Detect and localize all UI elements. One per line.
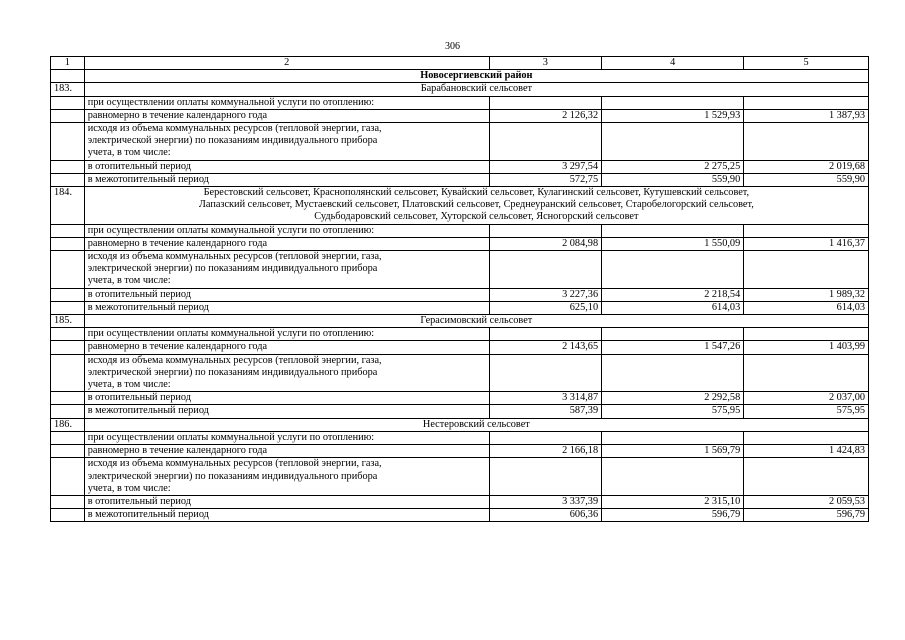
empty-cell (51, 354, 85, 392)
empty-cell (602, 224, 744, 237)
table-row (51, 123, 869, 161)
value-cell: 3 337,39 (489, 495, 601, 508)
evenly-label: равномерно в течение календарного года (84, 445, 489, 458)
empty-cell (51, 123, 85, 161)
settlement-row (51, 418, 869, 431)
settlement-name-line: Судьбодаровский сельсовет, Хуторской сельсовет, Ясногорский сельсовет (314, 211, 639, 223)
heating-period-label: в отопительный период (84, 495, 489, 508)
empty-cell (51, 96, 85, 109)
heating-payment-label: при осуществлении оплаты коммунальной услуги по отоплению: (84, 328, 489, 341)
value-cell: 1 387,93 (744, 109, 869, 122)
meter-label (84, 123, 489, 161)
value-cell: 587,39 (489, 405, 601, 418)
district-row (51, 70, 869, 83)
table-row (51, 224, 869, 237)
value-cell: 1 424,83 (744, 445, 869, 458)
value-cell: 1 550,09 (602, 237, 744, 250)
empty-cell (51, 288, 85, 301)
table-row (51, 237, 869, 250)
value-cell: 2 126,32 (489, 109, 601, 122)
empty-cell (602, 431, 744, 444)
district-number-cell (51, 70, 85, 83)
meter-label-line: учета, в том числе: (87, 147, 171, 159)
meter-label-line: учета, в том числе: (87, 379, 171, 391)
empty-cell (489, 224, 601, 237)
column-number: 3 (489, 57, 601, 70)
empty-cell (744, 96, 869, 109)
empty-cell (744, 328, 869, 341)
meter-label-line: электрической энергии) по показаниям индивидуального прибора (87, 263, 378, 275)
value-cell: 2 037,00 (744, 392, 869, 405)
value-cell: 572,75 (489, 173, 601, 186)
settlement-names (84, 187, 868, 225)
value-cell: 575,95 (602, 405, 744, 418)
value-cell: 2 292,58 (602, 392, 744, 405)
heating-payment-label: при осуществлении оплаты коммунальной услуги по отоплению: (84, 224, 489, 237)
empty-cell (51, 237, 85, 250)
empty-cell (51, 160, 85, 173)
heating-period-label: в отопительный период (84, 160, 489, 173)
value-cell: 2 059,53 (744, 495, 869, 508)
empty-cell (744, 123, 869, 161)
empty-cell (744, 431, 869, 444)
empty-cell (51, 458, 85, 496)
empty-cell (744, 251, 869, 289)
value-cell: 625,10 (489, 301, 601, 314)
empty-cell (51, 301, 85, 314)
value-cell: 1 416,37 (744, 237, 869, 250)
heating-payment-label: при осуществлении оплаты коммунальной услуги по отоплению: (84, 431, 489, 444)
section-number: 185. (51, 315, 85, 328)
meter-label-line: учета, в том числе: (87, 482, 171, 494)
empty-cell (602, 251, 744, 289)
interheating-period-label: в межотопительный период (84, 173, 489, 186)
value-cell: 3 297,54 (489, 160, 601, 173)
value-cell: 559,90 (602, 173, 744, 186)
table-row (51, 251, 869, 289)
empty-cell (51, 445, 85, 458)
table-row (51, 509, 869, 522)
table-row (51, 96, 869, 109)
value-cell: 559,90 (744, 173, 869, 186)
value-cell: 606,36 (489, 509, 601, 522)
empty-cell (51, 341, 85, 354)
meter-label (84, 458, 489, 496)
empty-cell (51, 495, 85, 508)
column-number: 4 (602, 57, 744, 70)
empty-cell (489, 328, 601, 341)
empty-cell (489, 96, 601, 109)
column-number-row (51, 57, 869, 70)
settlement-name-line: Нестеровский сельсовет (422, 418, 530, 430)
value-cell: 2 143,65 (489, 341, 601, 354)
table-row (51, 458, 869, 496)
empty-cell (744, 224, 869, 237)
settlement-name-line: Барабановский сельсовет (420, 83, 533, 95)
empty-cell (51, 509, 85, 522)
district-name: Новосергиевский район (84, 70, 868, 83)
heating-period-label: в отопительный период (84, 392, 489, 405)
value-cell: 1 529,93 (602, 109, 744, 122)
value-cell: 1 569,79 (602, 445, 744, 458)
empty-cell (744, 458, 869, 496)
value-cell: 575,95 (744, 405, 869, 418)
table-row (51, 392, 869, 405)
column-number: 1 (51, 57, 85, 70)
value-cell: 2 275,25 (602, 160, 744, 173)
evenly-label: равномерно в течение календарного года (84, 237, 489, 250)
empty-cell (489, 458, 601, 496)
empty-cell (489, 251, 601, 289)
settlement-row (51, 315, 869, 328)
section-number: 186. (51, 418, 85, 431)
empty-cell (51, 392, 85, 405)
empty-cell (744, 354, 869, 392)
empty-cell (489, 123, 601, 161)
meter-label-line: учета, в том числе: (87, 275, 171, 287)
table-row (51, 354, 869, 392)
table-row (51, 288, 869, 301)
meter-label-line: исходя из объема коммунальных ресурсов (тепловой энергии, газа, (87, 123, 382, 135)
table-row (51, 341, 869, 354)
meter-label (84, 354, 489, 392)
meter-label-line: электрической энергии) по показаниям индивидуального прибора (87, 470, 378, 482)
value-cell: 1 403,99 (744, 341, 869, 354)
value-cell: 614,03 (744, 301, 869, 314)
tariff-table (50, 56, 869, 522)
meter-label (84, 251, 489, 289)
settlement-names (84, 83, 868, 96)
section-number: 184. (51, 187, 85, 225)
meter-label-line: электрической энергии) по показаниям индивидуального прибора (87, 366, 378, 378)
value-cell: 2 166,18 (489, 445, 601, 458)
heating-period-label: в отопительный период (84, 288, 489, 301)
table-row (51, 431, 869, 444)
table-row (51, 173, 869, 186)
empty-cell (602, 328, 744, 341)
empty-cell (489, 354, 601, 392)
settlement-name-line: Берестовский сельсовет, Краснополянский сельсовет, Кувайский сельсовет, Кулагинский сельсовет, Кутушевский сельсовет, (203, 187, 750, 199)
empty-cell (51, 109, 85, 122)
heating-payment-label: при осуществлении оплаты коммунальной услуги по отоплению: (84, 96, 489, 109)
empty-cell (51, 405, 85, 418)
settlement-names (84, 418, 868, 431)
settlement-name-line: Лапазский сельсовет, Мустаевский сельсовет, Платовский сельсовет, Среднеуранский сельсовет, Старобелогорский сельсовет, (198, 199, 754, 211)
value-cell: 596,79 (744, 509, 869, 522)
empty-cell (602, 96, 744, 109)
value-cell: 3 314,87 (489, 392, 601, 405)
value-cell: 1 547,26 (602, 341, 744, 354)
page-number: 306 (445, 41, 460, 52)
value-cell: 614,03 (602, 301, 744, 314)
empty-cell (489, 431, 601, 444)
settlement-name-line: Герасимовский сельсовет (420, 315, 533, 327)
evenly-label: равномерно в течение календарного года (84, 109, 489, 122)
value-cell: 2 315,10 (602, 495, 744, 508)
interheating-period-label: в межотопительный период (84, 301, 489, 314)
empty-cell (51, 251, 85, 289)
value-cell: 2 218,54 (602, 288, 744, 301)
value-cell: 596,79 (602, 509, 744, 522)
evenly-label: равномерно в течение календарного года (84, 341, 489, 354)
empty-cell (602, 123, 744, 161)
section-number: 183. (51, 83, 85, 96)
table-row (51, 495, 869, 508)
table-row (51, 405, 869, 418)
meter-label-line: электрической энергии) по показаниям индивидуального прибора (87, 135, 378, 147)
value-cell: 1 989,32 (744, 288, 869, 301)
empty-cell (602, 458, 744, 496)
table-row (51, 445, 869, 458)
column-number: 5 (744, 57, 869, 70)
table-row (51, 328, 869, 341)
value-cell: 3 227,36 (489, 288, 601, 301)
empty-cell (51, 431, 85, 444)
value-cell: 2 084,98 (489, 237, 601, 250)
empty-cell (51, 173, 85, 186)
table-row (51, 301, 869, 314)
table-row (51, 160, 869, 173)
interheating-period-label: в межотопительный период (84, 509, 489, 522)
table-row (51, 109, 869, 122)
meter-label-line: исходя из объема коммунальных ресурсов (тепловой энергии, газа, (87, 458, 382, 470)
meter-label-line: исходя из объема коммунальных ресурсов (тепловой энергии, газа, (87, 251, 382, 263)
interheating-period-label: в межотопительный период (84, 405, 489, 418)
settlement-row (51, 83, 869, 96)
empty-cell (51, 224, 85, 237)
value-cell: 2 019,68 (744, 160, 869, 173)
empty-cell (51, 328, 85, 341)
meter-label-line: исходя из объема коммунальных ресурсов (тепловой энергии, газа, (87, 354, 382, 366)
settlement-names (84, 315, 868, 328)
empty-cell (602, 354, 744, 392)
column-number: 2 (84, 57, 489, 70)
settlement-row (51, 187, 869, 225)
